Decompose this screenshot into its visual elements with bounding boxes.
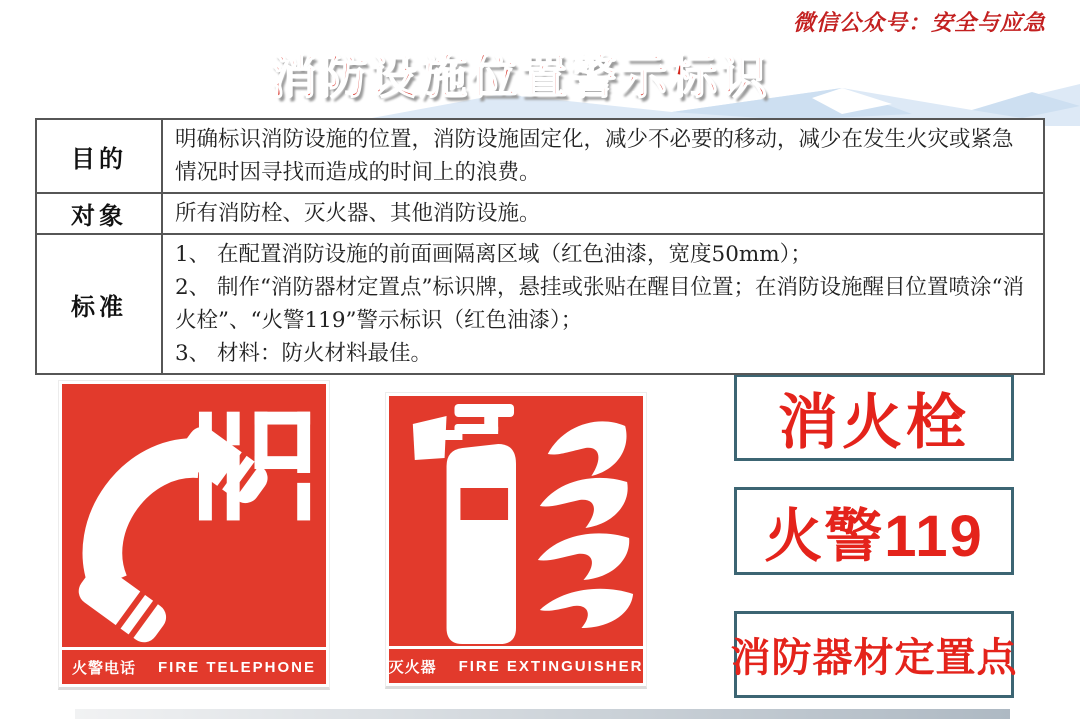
bottom-decorative-bar — [75, 709, 1010, 719]
table-row-target — [36, 193, 1044, 234]
plaque-fire-alarm-119 — [734, 487, 1014, 575]
fire-telephone-icon — [62, 384, 326, 647]
spec-table — [35, 118, 1045, 375]
table-row-standard — [36, 234, 1044, 374]
plaque-equipment-point — [730, 611, 1018, 698]
table-row-purpose — [36, 119, 1044, 193]
wechat-account-label: 微信公众号：安全与应急 — [792, 10, 1046, 36]
standard-item-2: 2、 制作“消防器材定置点”标识牌，悬挂或张贴在醒目位置；在消防设施醒目位置喷涂“消火栓”、“火警119”警示标识（红色油漆）； — [175, 275, 1024, 333]
plaque-fire-alarm-119-text: 火警119 — [764, 504, 984, 569]
fire-telephone-label-en: FIRE TELEPHONE — [158, 658, 317, 676]
row-content-standard — [162, 234, 1044, 374]
fire-extinguisher-label-cn: 灭火器 — [388, 658, 437, 676]
page-title: 消防设施位置警示标识 — [270, 50, 770, 103]
row-label-standard: 标准 — [36, 234, 162, 374]
fire-telephone-label-cn: 火警电话 — [71, 659, 136, 677]
row-content-target: 所有消防栓、灭火器、其他消防设施。 — [162, 193, 1044, 234]
plaque-equipment-point-text: 消防器材定置点 — [730, 636, 1018, 680]
row-content-purpose: 明确标识消防设施的位置，消防设施固定化，减少不必要的移动，减少在发生火灾或紧急情况时因寻找而造成的时间上的浪费。 — [162, 119, 1044, 193]
row-label-purpose: 目的 — [36, 119, 162, 193]
fire-extinguisher-sign — [385, 392, 647, 689]
standard-item-1: 1、 在配置消防设施的前面画隔离区域（红色油漆，宽度50mm）； — [175, 242, 812, 267]
fire-telephone-sign — [58, 380, 330, 690]
plaque-fire-hydrant-text: 消火栓 — [778, 388, 970, 456]
plaque-fire-hydrant — [734, 374, 1014, 461]
standard-item-3: 3、 材料：防火材料最佳。 — [175, 341, 433, 366]
fire-extinguisher-label-en: FIRE EXTINGUISHER — [458, 657, 644, 675]
row-label-target: 对象 — [36, 193, 162, 234]
fire-extinguisher-icon — [389, 396, 643, 646]
